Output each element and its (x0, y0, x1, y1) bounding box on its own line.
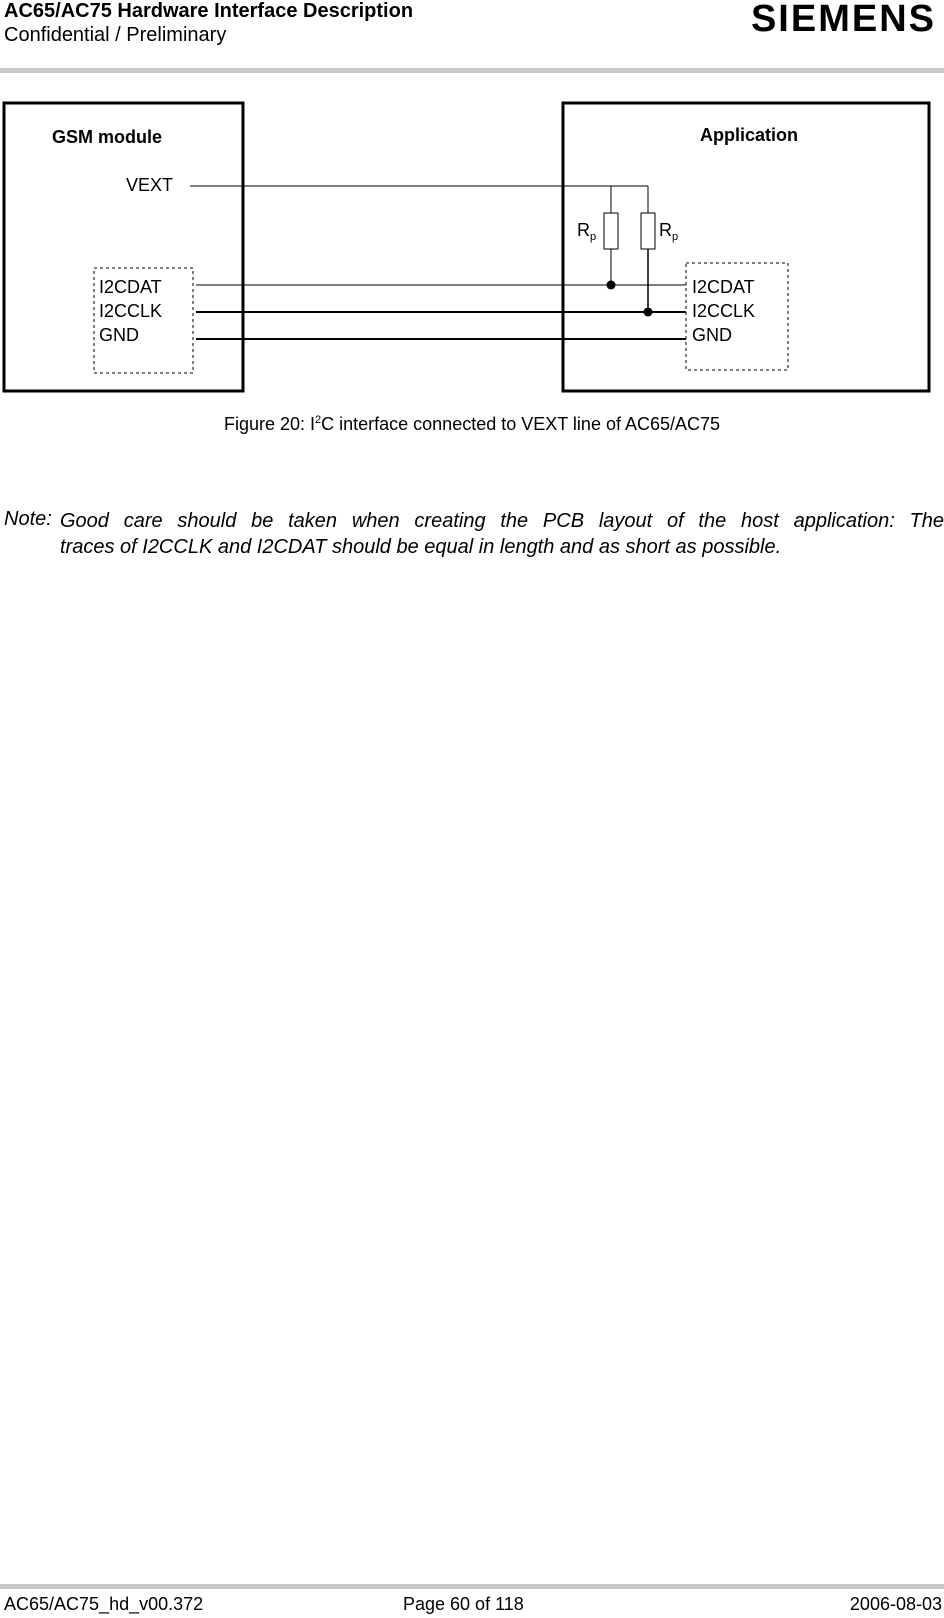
pullup-resistor-1 (604, 213, 618, 249)
document-subtitle: Confidential / Preliminary (4, 24, 227, 46)
junction-i2cclk (644, 308, 653, 317)
note-line-1: Good care should be taken when creating the PCB layout of the host application: The (60, 510, 944, 532)
gsm-module-title: GSM module (52, 127, 163, 147)
app-signal-gnd: GND (692, 325, 732, 345)
note-label: Note: (4, 508, 52, 530)
note-text (60, 508, 944, 560)
vext-label: VEXT (126, 175, 174, 195)
header-divider (0, 68, 944, 73)
gsm-signal-i2cdat: I2CDAT (99, 277, 162, 297)
footer-page-number: Page 60 of 118 (403, 1594, 524, 1614)
i2c-circuit-diagram (0, 95, 944, 405)
note-line-2: traces of I2CCLK and I2CDAT should be equal in length and as short as possible. (60, 536, 782, 558)
siemens-logo: SIEMENS (750, 0, 936, 40)
gsm-signal-i2cclk: I2CCLK (99, 301, 163, 321)
resistor-1-label: $R_p$ (577, 220, 597, 243)
document-title: AC65/AC75 Hardware Interface Description (4, 0, 414, 22)
resistor-2-label: $R_p$ (659, 220, 679, 243)
footer-doc-id: AC65/AC75_hd_v00.372 (4, 1594, 204, 1614)
application-title: Application (700, 125, 798, 145)
app-signal-i2cdat: I2CDAT (692, 277, 755, 297)
gsm-signal-gnd: GND (99, 325, 139, 345)
footer-divider (0, 1584, 944, 1589)
pullup-resistor-2 (641, 213, 655, 249)
figure-caption: Figure 20: $I^2C$ interface connected to VEXT line of AC65/AC75 (223, 414, 721, 434)
junction-i2cdat (607, 281, 616, 290)
footer-date: 2006-08-03 (849, 1594, 942, 1614)
app-signal-i2cclk: I2CCLK (692, 301, 756, 321)
